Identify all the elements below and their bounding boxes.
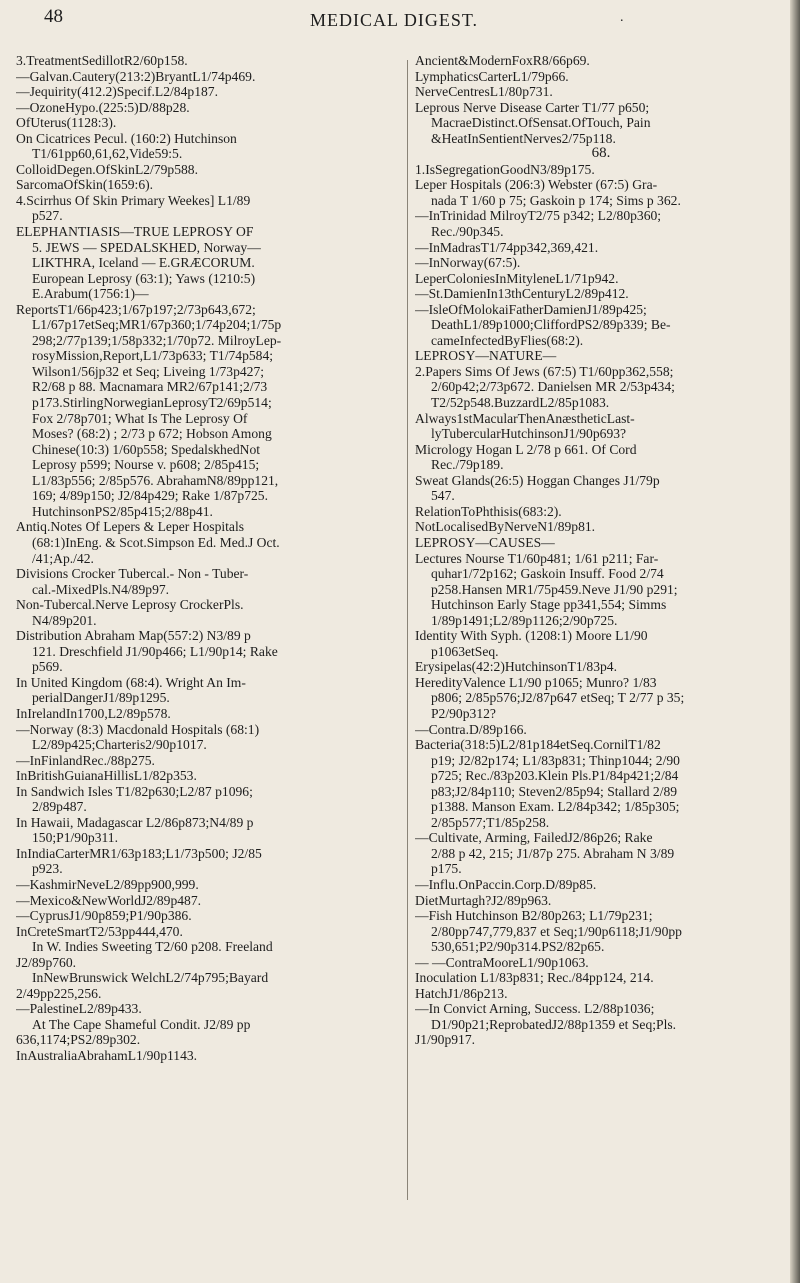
index-line: p569. bbox=[32, 659, 63, 675]
running-head: MEDICAL DIGEST. bbox=[310, 10, 478, 30]
index-line: In W. Indies Sweeting T2/60 p208. Freeland bbox=[32, 939, 273, 955]
index-line: Lectures Nourse T1/60p481; 1/61 p211; Far- bbox=[415, 550, 659, 566]
index-line: /41;Ap./42. bbox=[32, 550, 94, 566]
index-line: perialDangerJ1/89p1295. bbox=[32, 690, 170, 706]
index-line: —Jequirity(412.2)Specif.L2/84p187. bbox=[16, 84, 218, 100]
index-line: Ancient&ModernFoxR8/66p69. bbox=[415, 53, 590, 68]
index-line: —InNorway(67:5). bbox=[415, 255, 521, 271]
index-line: Identity With Syph. (1208:1) Moore L1/90 bbox=[415, 628, 648, 644]
index-line: —InMadrasT1/74pp342,369,421. bbox=[415, 239, 599, 255]
index-line: —Galvan.Cautery(213:2)BryantL1/74p469. bbox=[16, 68, 256, 84]
index-line: 298;2/77p139;1/58p332;1/70p72. MilroyLep- bbox=[32, 332, 282, 348]
index-line: 3.TreatmentSedillotR2/60p158. bbox=[16, 53, 188, 68]
index-line: 5. JEWS — SPEDALSKHED, Norway— bbox=[32, 239, 261, 255]
index-line: p19; J2/82p174; L1/83p831; Thinp1044; 2/90 bbox=[431, 752, 680, 768]
index-line: 530,651;P2/90p314.PS2/82p65. bbox=[431, 939, 605, 955]
index-line: p527. bbox=[32, 208, 63, 224]
index-line: InCreteSmartT2/53pp444,470. bbox=[16, 923, 183, 939]
index-line: HeredityValence L1/90 p1065; Munro? 1/83 bbox=[415, 674, 657, 690]
index-line: 68. bbox=[591, 146, 611, 162]
index-line: P2/90p312? bbox=[431, 705, 496, 721]
index-line: —InTrinidad MilroyT2/75 p342; L2/80p360; bbox=[415, 208, 662, 224]
index-line: p258.Hansen MR1/75p459.Neve J1/90 p291; bbox=[431, 581, 678, 597]
index-line: —Contra.D/89p166. bbox=[415, 721, 527, 737]
right-column bbox=[415, 53, 787, 1048]
index-line: quhar1/72p162; Gaskoin Insuff. Food 2/74 bbox=[431, 566, 664, 582]
index-line: —In Convict Arning, Success. L2/88p1036; bbox=[415, 1001, 655, 1017]
index-line: p725; Rec./83p203.Klein Pls.P1/84p421;2/84 bbox=[431, 768, 679, 784]
index-line: R2/68 p 88. Macnamara MR2/67p141;2/73 bbox=[32, 379, 268, 395]
index-line: In Hawaii, Madagascar L2/86p873;N4/89 p bbox=[16, 814, 254, 830]
index-line: cameInfectedByFlies(68:2). bbox=[431, 332, 584, 348]
index-line: —CyprusJ1/90p859;P1/90p386. bbox=[16, 908, 192, 924]
index-line: In Sandwich Isles T1/82p630;L2/87 p1096; bbox=[16, 783, 253, 799]
index-line: p175. bbox=[431, 861, 462, 877]
column-divider bbox=[407, 60, 408, 1200]
index-line: 169; 4/89p150; J2/84p429; Rake 1/87p725. bbox=[32, 488, 268, 504]
index-line: Bacteria(318:5)L2/81p184etSeq.CornilT1/82 bbox=[415, 737, 661, 753]
index-line: Non-Tubercal.Nerve Leprosy CrockerPls. bbox=[16, 597, 244, 613]
index-line: L2/89p425;Charteris2/90p1017. bbox=[32, 737, 207, 753]
index-line: Rec./90p345. bbox=[431, 224, 504, 240]
index-line: —Norway (8:3) Macdonald Hospitals (68:1) bbox=[16, 721, 260, 737]
index-line: p923. bbox=[32, 861, 63, 877]
index-line: Leprous Nerve Disease Carter T1/77 p650; bbox=[415, 99, 650, 115]
index-line: DietMurtagh?J2/89p963. bbox=[415, 892, 552, 908]
index-line: —KashmirNeveL2/89pp900,999. bbox=[16, 876, 199, 892]
page-edge-shadow bbox=[790, 0, 800, 1283]
index-line: rosyMission,Report,L1/73p633; T1/74p584; bbox=[32, 348, 274, 364]
index-line: DeathL1/89p1000;CliffordPS2/89p339; Be- bbox=[431, 317, 671, 333]
index-line: (68:1)InEng. & Scot.Simpson Ed. Med.J Oct. bbox=[32, 534, 280, 550]
index-line: Hutchinson Early Stage pp341,554; Simms bbox=[431, 597, 667, 613]
index-line: Wilson1/56jp32 et Seq; Liveing 1/73p427; bbox=[32, 363, 265, 379]
index-line: InIndiaCarterMR1/63p183;L1/73p500; J2/85 bbox=[16, 845, 262, 861]
index-line: 547. bbox=[431, 488, 455, 504]
index-line: —Mexico&NewWorldJ2/89p487. bbox=[16, 892, 202, 908]
index-line: HutchinsonPS2/85p415;2/88p41. bbox=[32, 503, 213, 519]
index-line: 2/49pp225,256. bbox=[16, 985, 102, 1001]
index-line: In United Kingdom (68:4). Wright An Im- bbox=[16, 674, 246, 690]
index-line: LymphaticsCarterL1/79p66. bbox=[415, 68, 569, 84]
index-line: J1/90p917. bbox=[415, 1032, 476, 1048]
index-line: Leper Hospitals (206:3) Webster (67:5) Gra- bbox=[415, 177, 658, 193]
index-line: Inoculation L1/83p831; Rec./84pp124, 214. bbox=[415, 970, 654, 986]
index-line: InNewBrunswick WelchL2/74p795;Bayard bbox=[32, 970, 269, 986]
index-line: Always1stMacularThenAnæstheticLast- bbox=[415, 410, 635, 426]
index-line: Distribution Abraham Map(557:2) N3/89 p bbox=[16, 628, 251, 644]
index-line: 121. Dreschfield J1/90p466; L1/90p14; Rake bbox=[32, 643, 278, 659]
index-line: —InFinlandRec./88p275. bbox=[16, 752, 155, 768]
index-line: European Leprosy (63:1); Yaws (1210:5) bbox=[32, 270, 256, 286]
index-line: —Fish Hutchinson B2/80p263; L1/79p231; bbox=[415, 908, 653, 924]
index-line: 2.Papers Sims Of Jews (67:5) T1/60pp362,558; bbox=[415, 363, 674, 379]
index-line: D1/90p21;ReprobatedJ2/88p1359 et Seq;Pls. bbox=[431, 1016, 677, 1032]
index-line: 4.Scirrhus Of Skin Primary Weekes] L1/89 bbox=[16, 192, 251, 208]
index-line: lyTubercularHutchinsonJ1/90p693? bbox=[431, 426, 627, 442]
index-line: p806; 2/85p576;J2/87p647 etSeq; T 2/77 p 35; bbox=[431, 690, 685, 706]
index-line: NerveCentresL1/80p731. bbox=[415, 84, 553, 100]
index-line: ColloidDegen.OfSkinL2/79p588. bbox=[16, 161, 198, 177]
index-line: —OzoneHypo.(225:5)D/88p28. bbox=[16, 99, 190, 115]
index-line: — —ContraMooreL1/90p1063. bbox=[415, 954, 589, 970]
index-line: ELEPHANTIASIS—TRUE LEPROSY OF bbox=[16, 224, 254, 240]
index-line: —IsleOfMolokaiFatherDamienJ1/89p425; bbox=[415, 301, 647, 317]
index-line: LIKTHRA, Iceland — E.GRÆCORUM. bbox=[32, 255, 255, 271]
page-number: 48 bbox=[44, 6, 63, 27]
index-line: &HeatInSentientNerves2/75p118. bbox=[431, 130, 616, 146]
index-line: nada T 1/60 p 75; Gaskoin p 174; Sims p 362. bbox=[431, 192, 681, 208]
index-line: 2/80pp747,779,837 et Seq;1/90p6118;J1/90pp bbox=[431, 923, 682, 939]
index-line: LeperColoniesInMityleneL1/71p942. bbox=[415, 270, 619, 286]
index-line: HatchJ1/86p213. bbox=[415, 985, 508, 1001]
index-line: N4/89p201. bbox=[32, 612, 97, 628]
index-line: —Cultivate, Arming, FailedJ2/86p26; Rake bbox=[415, 830, 653, 846]
index-line: p1063etSeq. bbox=[431, 643, 499, 659]
index-line: SarcomaOfSkin(1659:6). bbox=[16, 177, 154, 193]
index-line: On Cicatrices Pecul. (160:2) Hutchinson bbox=[16, 130, 237, 146]
index-line: T1/61pp60,61,62,Vide59:5. bbox=[32, 146, 183, 162]
index-line: RelationToPhthisis(683:2). bbox=[415, 503, 562, 519]
index-line: —Influ.OnPaccin.Corp.D/89p85. bbox=[415, 876, 597, 892]
index-line: Leprosy p599; Nourse v. p608; 2/85p415; bbox=[32, 457, 260, 473]
index-line: At The Cape Shameful Condit. J2/89 pp bbox=[32, 1016, 251, 1032]
index-line: 2/89p487. bbox=[32, 799, 87, 815]
index-line: Moses? (68:2) ; 2/73 p 672; Hobson Among bbox=[32, 426, 272, 442]
index-line: L1/83p556; 2/85p576. AbrahamN8/89pp121, bbox=[32, 472, 279, 488]
index-line: E.Arabum(1756:1)— bbox=[32, 286, 149, 302]
index-line: ReportsT1/66p423;1/67p197;2/73p643,672; bbox=[16, 301, 256, 317]
index-line: T2/52p548.BuzzardL2/85p1083. bbox=[431, 395, 610, 411]
index-line: 1.IsSegregationGoodN3/89p175. bbox=[415, 161, 595, 177]
left-column bbox=[16, 53, 404, 1064]
index-line: InBritishGuianaHillisL1/82p353. bbox=[16, 768, 197, 784]
index-line: Rec./79p189. bbox=[431, 457, 504, 473]
index-line: —PalestineL2/89p433. bbox=[16, 1001, 142, 1017]
index-line: InIrelandIn1700,L2/89p578. bbox=[16, 705, 171, 721]
index-line: 1/89p1491;L2/89p1126;2/90p725. bbox=[431, 612, 618, 628]
index-line: 2/88 p 42, 215; J1/87p 275. Abraham N 3/89 bbox=[431, 845, 675, 861]
index-line: NotLocalisedByNerveN1/89p81. bbox=[415, 519, 596, 535]
index-line: OfUterus(1128:3). bbox=[16, 115, 117, 131]
index-line: cal.-MixedPls.N4/89p97. bbox=[32, 581, 170, 597]
index-line: Micrology Hogan L 2/78 p 661. Of Cord bbox=[415, 441, 637, 457]
index-line: 636,1174;PS2/89p302. bbox=[16, 1032, 141, 1048]
index-line: 150;P1/90p311. bbox=[32, 830, 118, 846]
index-line: LEPROSY—CAUSES— bbox=[415, 534, 555, 550]
index-line: Divisions Crocker Tubercal.- Non - Tuber- bbox=[16, 566, 249, 582]
index-line: —St.DamienIn13thCenturyL2/89p412. bbox=[415, 286, 629, 302]
index-line: Chinese(10:3) 1/60p558; SpedalskhedNot bbox=[32, 441, 261, 457]
index-line: MacraeDistinct.OfSensat.OfTouch, Pain bbox=[431, 115, 651, 131]
index-line: Antiq.Notes Of Lepers & Leper Hospitals bbox=[16, 519, 245, 535]
index-line: InAustraliaAbrahamL1/90p1143. bbox=[16, 1048, 198, 1063]
index-line: Fox 2/78p701; What Is The Leprosy Of bbox=[32, 410, 248, 426]
header-dot: . bbox=[620, 10, 624, 25]
index-line: 2/60p42;2/73p672. Danielsen MR 2/53p434; bbox=[431, 379, 675, 395]
index-line: L1/67p17etSeq;MR1/67p360;1/74p204;1/75p bbox=[32, 317, 282, 333]
index-line: p1388. Manson Exam. L2/84p342; 1/85p305; bbox=[431, 799, 680, 815]
index-line: p173.StirlingNorwegianLeprosyT2/69p514; bbox=[32, 395, 272, 411]
index-line: Erysipelas(42:2)HutchinsonT1/83p4. bbox=[415, 659, 617, 675]
index-line: p83;J2/84p110; Steven2/85p94; Stallard 2/89 bbox=[431, 783, 678, 799]
index-line: Sweat Glands(26:5) Hoggan Changes J1/79p bbox=[415, 472, 660, 488]
index-line: 2/85p577;T1/85p258. bbox=[431, 814, 550, 830]
index-line: J2/89p760. bbox=[16, 954, 77, 970]
index-line: LEPROSY—NATURE— bbox=[415, 348, 557, 364]
